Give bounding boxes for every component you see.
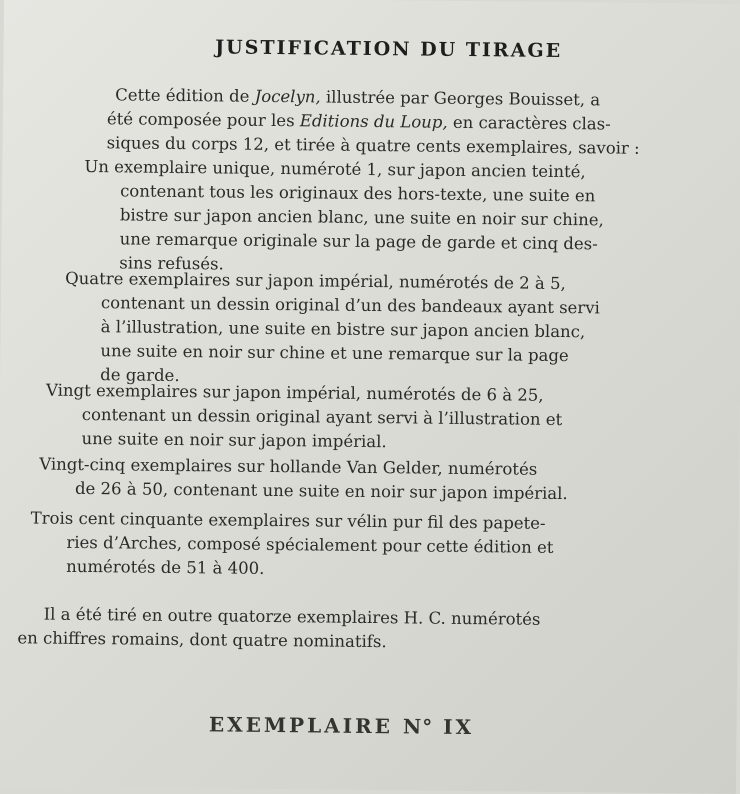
paragraph-line: Vingt exemplaires sur japon impérial, numérotés de 6 à 25, (45, 380, 544, 405)
paragraph-line: contenant un dessin original d’un des bandeaux ayant servi (100, 293, 600, 318)
paragraph-line: Trois cent cinquante exemplaires sur vélin pur fil des papete- (30, 508, 546, 533)
paragraph-line: en chiffres romains, dont quatre nominatifs. (17, 628, 387, 652)
paragraph-line: numérotés de 51 à 400. (66, 556, 265, 578)
page-title: JUSTIFICATION DU TIRAGE (215, 36, 563, 62)
paragraph-line: à l’illustration, une suite en bistre sur japon ancien blanc, (100, 317, 586, 342)
paragraph-line: de garde. (100, 365, 180, 386)
paragraph-line: bistre sur japon ancien blanc, une suite en noir sur chine, (119, 205, 604, 230)
intro-paragraph (106, 83, 682, 161)
copy-label: EXEMPLAIRE (208, 712, 394, 739)
closing-paragraph (17, 602, 657, 657)
copy-numeral: IX (443, 714, 475, 740)
edition-paragraph (30, 506, 661, 585)
paragraph-line: Quatre exemplaires sur japon impérial, numérotés de 2 à 5, (65, 268, 566, 294)
paragraph-line: de 26 à 50, contenant une suite en noir sur japon impérial. (74, 478, 568, 504)
paragraph-line: Il a été tiré en outre quatorze exemplaires H. C. numérotés (43, 604, 541, 629)
paragraph-line: contenant tous les originaux des hors-texte, une suite en (120, 181, 596, 206)
paragraph-line: une remarque originale sur la page de garde et cinq des- (119, 229, 598, 254)
paragraph-line: contenant un dessin original ayant servi à l’illustration et (81, 404, 563, 430)
intro-text: été composée pour les (106, 109, 300, 131)
paragraph-line: ries d’Arches, composé spécialement pour cette édition et (66, 532, 554, 557)
paragraph-line: sins refusés. (119, 253, 224, 274)
intro-text: en caractères clas- (447, 112, 611, 134)
edition-paragraph (64, 267, 670, 393)
intro-text: illustrée par Georges Bouisset, a (320, 87, 601, 110)
number-prefix: N° (402, 714, 434, 739)
copy-number (191, 712, 491, 739)
work-title: Jocelyn, (254, 86, 321, 107)
intro-line: siques du corps 12, et tirée à quatre cents exemplaires, savoir : (106, 133, 640, 158)
publisher-name: Editions du Loup, (299, 111, 448, 132)
intro-text: Cette édition de (115, 85, 255, 106)
paragraph-line: Vingt-cinq exemplaires sur hollande Van Gelder, numérotés (39, 454, 538, 479)
edition-paragraph (83, 155, 684, 281)
edition-paragraph (45, 379, 666, 457)
paragraph-line: Un exemplaire unique, numéroté 1, sur japon ancien teinté, (84, 156, 586, 182)
paragraph-line: une suite en noir sur chine et une remarque sur la page (100, 341, 569, 366)
paragraph-line: une suite en noir sur japon impérial. (81, 428, 387, 452)
edition-paragraph (39, 453, 664, 508)
